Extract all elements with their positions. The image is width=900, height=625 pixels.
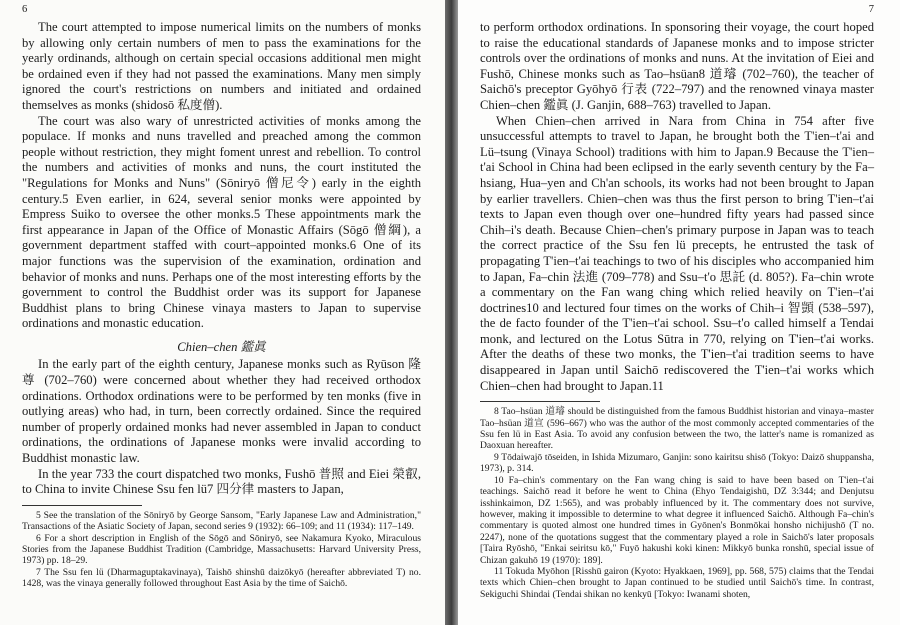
paragraph: When Chien–chen arrived in Nara from China in 754 after five unsuccessful attempts to travel to Japan, he brought both the T'ien–t'ai and Lü–tsung (Vinaya School) traditions with him to Japan.9 Because the T'ien–t'ai School in China had been eclipsed in the early seventh century by the Fa–hsiang, Hua–yen and Ch'an schools, its works had not been brought to Japan by earlier travellers. Chien–chen was thus the first person to bring T'ien–t'ai texts to Japan even though over one–hundred fifty years had passed since Chih–i's death. Because Chien–chen's primary purpose in Japan was to teach the correct practice of the Ssu fen lü precepts, he entrusted the task of propagating T'ien–t'ai teachings to two of his disciples who accompanied him to Japan, Fa–chin 法進 (709–778) and Ssu–t'o 思託 (d. 805?). Fa–chin wrote a commentary on the Fan wang ching which relied heavily on T'ien–t'ai doctrines10 and lectured four times on the works of Chih–i 智顗 (538–597), the de facto founder of the T'ien–t'ai school. Ssu–t'o called himself a Tendai monk, and lectured on the Lotus Sūtra in 770, relying on T'ien–t'ai works. After the deaths of these two monks, the T'ien–t'ai tradition seems to have disappeared in Japan until Saichō rediscovered the T'ien–t'ai works which Chien–chen had brought to Japan.11 (480, 113, 874, 393)
page-number: 7 (868, 4, 874, 15)
footnote: 7 The Ssu fen lü (Dharmaguptakavinaya), Taishō shinshū daizōkyō (hereafter abbreviated T) no. 1428, was the vinaya generally followed throughout East Asia by the time of Saichō. (22, 566, 421, 590)
paragraph: In the early part of the eighth century, Japanese monks such as Ryūson 隆尊 (702–760) were concerned about whether they had received orthodox ordinations. Orthodox ordinations were to be performed by ten monks (five in outlying areas) who had, in turn, been correctly ordained. Since the required number of properly ordained monks had never assembled in Japan to conduct ordinations, the ordinations of Japanese monks were invalid according to Buddhist monastic law. (22, 357, 421, 466)
footnotes (22, 510, 421, 590)
footnote-divider (22, 505, 142, 506)
footnote: 8 Tao–hsüan 道璿 should be distinguished from the famous Buddhist historian and vinaya–master Tao–hsüan 道宣 (596–667) who was the author of the most commonly accepted commentaries of the Ssu fen lü in East Asia. To avoid any confusion between the two, the latter's name is romanized as Daoxuan hereafter. (480, 406, 874, 452)
right-page (458, 0, 900, 625)
footnote: 11 Tokuda Myōhon [Risshū gairon (Kyoto: Hyakkaen, 1969], pp. 568, 575) claims that the Tendai texts which Chien–chen brought to Japan continued to be studied until Saichō's time. In contrast, Sekiguchi Shindai (Tendai shikan no kenkyū [Tokyo: Iwanami shoten, (480, 565, 874, 600)
paragraph: to perform orthodox ordinations. In sponsoring their voyage, the court hoped to raise the educational standards of Japanese monks and to impose stricter controls over the ordinations of monks and nuns. At the invitation of Eiei and Fushō, Chinese monks such as Tao–hsüan8 道璿 (702–760), the teacher of Saichō's preceptor Gyōhyō 行表 (722–797) and the renowned vinaya master Chien–chen 鑑眞 (J. Ganjin, 688–763) travelled to Japan. (480, 20, 874, 112)
paragraph: The court attempted to impose numerical limits on the numbers of monks by allowing only certain numbers of men to pass the examinations for the yearly ordinands, although on certain special occasions additional men might be ordained even if they had not passed the examinations. Many men simply ignored the court's restrictions on numbers and initiated and ordained themselves as monks (shidosō 私度僧). (22, 20, 421, 112)
paragraph: In the year 733 the court dispatched two monks, Fushō 普照 and Eiei 榮叡, to China to invite Chinese Ssu fen lü7 四分律 masters to Japan, (22, 466, 421, 497)
page-number: 6 (22, 4, 28, 15)
footnote: 10 Fa–chin's commentary on the Fan wang ching is said to have been based on T'ien–t'ai teachings. Saichō read it before he went to China (Ehyo Tendaigishū, DZ 3:344; and Denjutsu isshinkaimon, DZ 1:565), and was probably influenced by it. The commentary does not survive, however, making it impossible to determine to what degree it influenced Saichō. Although Fa–chin's commentary is quoted almost one hundred times in Gyōnen's Bonmōkai honsho nichijushō (T no. 2247), none of the quotations suggest that the commentary played a role in Saichō's later proposals [Taira Ryōshō, "Enkai seiritsu kō," Fuyō hakushi koki kinen: Mikkyō bunka ronshū, special issue of Chizan gakuhō 19 (1970): 189]. (480, 474, 874, 566)
paragraph: The court was also wary of unrestricted activities of monks among the populace. If monks and nuns travelled and preached among the common people without restriction, they might foment unrest and rebellion. To control the numbers and activities of monks and nuns, the court instituted the "Regulations for Monks and Nuns" (Sōniryō 僧尼令) early in the eighth century.5 Even earlier, in 624, several senior monks were appointed by Empress Suiko to oversee the other monks.5 These appointments mark the first appearance in Japan of the Office of Monastic Affairs (Sōgō 僧綱), a government department staffed with court–appointed monks.6 One of its major functions was the supervision of the examination, ordination and behavior of monks and nuns. Perhaps one of the most interesting efforts by the government to control the Buddhist order was its support for Japanese Buddhist plans to bring Chinese vinaya masters to Japan to supervise ordinations and monastic education. (22, 113, 421, 331)
footnote: 9 Tōdaiwajō tōseiden, in Ishida Mizumaro, Ganjin: sono kairitsu shisō (Tokyo: Daizō shuppansha, 1973), p. 314. (480, 451, 874, 475)
footnote: 5 See the translation of the Sōniryō by George Sansom, "Early Japanese Law and Administration," Transactions of the Asiatic Society of Japan, second series 9 (1932): 66–109; and 11 (1934): 117–149. (22, 509, 421, 533)
footnotes (480, 406, 874, 600)
footnote: 6 For a short description in English of the Sōgō and Sōniryō, see Nakamura Kyoko, Miraculous Stories from the Japanese Buddhist Tradition (Cambridge, Massachusetts: Harvard University Press, 1973) pp. 18–29. (22, 532, 421, 567)
left-page (0, 0, 445, 625)
book-gutter (445, 0, 458, 625)
section-heading: Chien–chen 鑑眞 (177, 339, 266, 354)
footnote-divider (480, 401, 600, 402)
